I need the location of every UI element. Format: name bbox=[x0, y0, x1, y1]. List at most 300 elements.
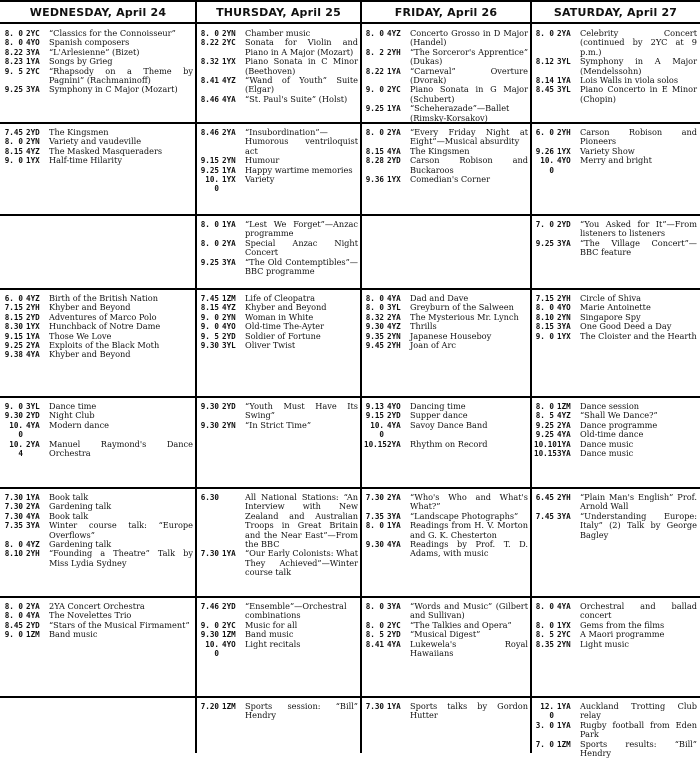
entry-programme: Khyber and Beyond bbox=[245, 302, 327, 313]
entry-time: 6. 0 bbox=[4, 294, 23, 303]
entry-time: 9.30 bbox=[4, 411, 23, 421]
schedule-cell-thursday bbox=[196, 397, 360, 487]
entry-station: 2YD bbox=[26, 411, 40, 421]
entry-station: 1ZM bbox=[222, 702, 236, 711]
entry-station: 1YX bbox=[557, 620, 571, 630]
entry-time: 9.15 bbox=[200, 156, 219, 166]
entry-programme: “You Asked for It”—From listeners to listeners bbox=[580, 219, 697, 239]
entry-time: 10. 0 bbox=[370, 420, 384, 440]
entry-programme: Dad and Dave bbox=[410, 293, 469, 303]
schedule-cell-thursday bbox=[196, 289, 360, 396]
entry-time: 9. 0 bbox=[4, 402, 23, 411]
entry-time: 7.20 bbox=[200, 702, 219, 711]
entry-programme: “The Old Contemptibles”—BBC programme bbox=[245, 256, 358, 277]
entry-station: 2YD bbox=[26, 128, 40, 137]
schedule-cell-wednesday bbox=[0, 123, 195, 214]
schedule-cell-friday bbox=[361, 697, 530, 752]
programme-entry bbox=[534, 721, 697, 740]
entry-programme: Night Club bbox=[49, 410, 95, 421]
programme-entry bbox=[534, 332, 697, 341]
entry-programme: “Scheherazade”—Ballet (Rimsky-Korsakov) bbox=[410, 103, 510, 123]
entry-time: 8. 0 bbox=[200, 29, 219, 38]
entry-time: 8.10 bbox=[4, 549, 23, 559]
entry-time: 8. 0 bbox=[365, 303, 384, 313]
entry-station: 2YC bbox=[557, 630, 571, 640]
entry-station: 2YH bbox=[557, 128, 571, 137]
entry-time: 8. 0 bbox=[535, 602, 554, 611]
entry-time: 10. 4 bbox=[9, 439, 23, 459]
entry-time: 9.25 bbox=[535, 430, 554, 440]
day-header-saturday: SATURDAY, April 27 bbox=[531, 0, 700, 24]
entry-time: 9.25 bbox=[535, 238, 554, 248]
entry-station: 4YZ bbox=[26, 540, 40, 550]
entry-station: 3YL bbox=[222, 341, 236, 351]
entry-time: 10. 0 bbox=[9, 420, 23, 440]
entry-time: 8. 0 bbox=[365, 294, 384, 303]
schedule-cell-saturday bbox=[531, 215, 699, 288]
entry-time: 7.46 bbox=[200, 602, 219, 611]
entry-programme: Rugby football from Eden Park bbox=[580, 719, 697, 740]
entry-time: 9.30 bbox=[200, 420, 219, 430]
programme-entry bbox=[199, 38, 358, 57]
programme-entry bbox=[199, 220, 358, 239]
entry-time: 9. 0 bbox=[365, 85, 384, 95]
entry-station: 1ZM bbox=[222, 630, 236, 640]
entry-programme: Light music bbox=[580, 638, 629, 649]
programme-entry bbox=[534, 602, 697, 621]
entry-programme: Thrills bbox=[410, 321, 437, 332]
entry-programme: Orchestral and ballad concert bbox=[580, 601, 697, 621]
schedule-cell-saturday bbox=[531, 397, 699, 487]
entry-station: 1YX bbox=[26, 156, 40, 166]
entry-station: 4YA bbox=[26, 611, 40, 621]
entry-time: 8.45 bbox=[4, 620, 23, 630]
entry-station: 4YZ bbox=[387, 322, 401, 332]
programme-entry bbox=[199, 95, 358, 104]
entry-programme: Those We Love bbox=[49, 330, 112, 341]
entry-time: 8. 0 bbox=[365, 602, 384, 611]
entry-station: 2YN bbox=[222, 420, 236, 430]
schedule-cell-thursday bbox=[196, 24, 360, 122]
entry-time: 8.28 bbox=[365, 156, 384, 166]
programme-entry bbox=[364, 540, 528, 559]
entry-time: 8.41 bbox=[365, 639, 384, 649]
entry-station: 2YA bbox=[26, 341, 40, 351]
entry-station: 2YD bbox=[26, 312, 40, 322]
entry-programme: Savoy Dance Band bbox=[410, 419, 488, 430]
entry-station: 2YH bbox=[26, 549, 40, 559]
entry-time: 6.45 bbox=[535, 493, 554, 502]
programme-entry bbox=[199, 421, 358, 430]
entry-station: 4YA bbox=[26, 420, 40, 430]
entry-station: 2YA bbox=[387, 439, 401, 449]
entry-programme: Oliver Twist bbox=[245, 340, 296, 351]
entry-programme: A Maori programme bbox=[580, 629, 665, 640]
entry-programme: Singapore Spy bbox=[580, 311, 641, 322]
entry-station: 4YO bbox=[26, 38, 40, 48]
programme-entry bbox=[364, 156, 528, 175]
entry-programme: Winter course talk: “Europe Overflows” bbox=[49, 520, 193, 540]
programme-entry bbox=[3, 402, 193, 411]
entry-programme: “Youth Must Have Its Swing” bbox=[245, 401, 358, 421]
entry-station: 4YA bbox=[387, 540, 401, 550]
entry-station: 2YA bbox=[26, 439, 40, 449]
entry-programme: Piano Sonata in C Minor (Beethoven) bbox=[245, 56, 358, 76]
entry-programme: Gardening talk bbox=[49, 501, 112, 512]
entry-time: 9. 0 bbox=[200, 312, 219, 322]
entry-programme: Soldier of Fortune bbox=[245, 330, 321, 341]
entry-time: 7.30 bbox=[365, 493, 384, 502]
programme-entry bbox=[534, 220, 697, 239]
entry-station: 4YZ bbox=[26, 294, 40, 303]
programme-entry bbox=[3, 156, 193, 165]
entry-station: 4YO bbox=[222, 322, 236, 332]
entry-time: 9.25 bbox=[535, 420, 554, 430]
entry-time: 8. 0 bbox=[4, 602, 23, 611]
programme-entry bbox=[199, 239, 358, 258]
entry-station: 2YA bbox=[26, 602, 40, 611]
entry-programme: Circle of Shiva bbox=[580, 293, 642, 303]
entry-programme: “Ensemble”—Orchestral combinations bbox=[245, 601, 347, 621]
entry-programme: Humour bbox=[245, 155, 280, 166]
entry-time: 8.14 bbox=[535, 76, 554, 86]
entry-time: 6.30 bbox=[200, 493, 219, 502]
entry-time: 12. 0 bbox=[540, 702, 554, 721]
entry-programme: Dance music bbox=[580, 448, 634, 459]
entry-programme: “Musical Digest” bbox=[410, 629, 481, 640]
entry-time: 8. 0 bbox=[4, 38, 23, 48]
entry-station: 1YX bbox=[222, 175, 236, 185]
entry-station: 3YA bbox=[387, 602, 401, 611]
entry-time: 8. 0 bbox=[535, 402, 554, 411]
entry-programme: One Good Deed a Day bbox=[580, 321, 672, 332]
entry-station: 3YA bbox=[222, 257, 236, 267]
entry-time: 7.35 bbox=[365, 511, 384, 521]
entry-programme: Dance programme bbox=[580, 419, 658, 430]
entry-programme: “The Village Concert”—BBC feature bbox=[580, 237, 697, 258]
entry-programme: “The Talkies and Opera” bbox=[410, 619, 512, 630]
entry-programme: “Founding a Theatre” Talk by Miss Lydia Sydney bbox=[49, 548, 193, 568]
programme-entry bbox=[199, 602, 358, 621]
entry-programme: “Understanding Europe: Italy” (2) Talk by George Bagley bbox=[580, 510, 697, 540]
entry-programme: Old-time dance bbox=[580, 429, 644, 440]
entry-station: 2YC bbox=[222, 620, 236, 630]
entry-station: 2YD bbox=[387, 630, 401, 640]
entry-station: 4YZ bbox=[26, 146, 40, 156]
programme-entry bbox=[199, 258, 358, 277]
entry-programme: Exploits of the Black Moth bbox=[49, 340, 160, 351]
entry-time: 8. 0 bbox=[4, 540, 23, 550]
day-header-wednesday: WEDNESDAY, April 24 bbox=[0, 0, 196, 24]
programme-entry bbox=[364, 493, 528, 512]
entry-station: 1YA bbox=[26, 331, 40, 341]
entry-time: 8. 0 bbox=[535, 620, 554, 630]
programme-entry bbox=[364, 421, 528, 440]
entry-station: 1YX bbox=[557, 331, 571, 341]
entry-programme: The Novelettes Trio bbox=[49, 610, 132, 621]
entry-programme: Songs by Grieg bbox=[49, 56, 113, 67]
entry-programme: “L'Arlesienne” (Bizet) bbox=[49, 46, 140, 57]
entry-time: 9.30 bbox=[365, 540, 384, 550]
entry-time: 8. 0 bbox=[4, 137, 23, 147]
entry-time: 7.45 bbox=[200, 294, 219, 303]
programme-entry bbox=[3, 85, 193, 94]
schedule-cell-wednesday bbox=[0, 397, 195, 487]
programme-entry bbox=[3, 421, 193, 440]
programme-entry bbox=[364, 128, 528, 147]
programme-entry bbox=[534, 156, 697, 175]
programme-entry bbox=[199, 549, 358, 577]
entry-station: 1YX bbox=[222, 57, 236, 67]
entry-time: 7.15 bbox=[4, 303, 23, 313]
entry-station: 4YA bbox=[387, 294, 401, 303]
programme-entry bbox=[364, 521, 528, 540]
entry-time: 9. 0 bbox=[200, 620, 219, 630]
entry-programme: “Landscape Photographs” bbox=[410, 510, 519, 521]
schedule-cell-friday bbox=[361, 215, 530, 288]
entry-station: 2YC bbox=[387, 85, 401, 95]
entry-programme: Woman in White bbox=[245, 311, 314, 322]
schedule-cell-friday bbox=[361, 24, 530, 122]
entry-programme: Lukewela's Royal Hawaiians bbox=[410, 638, 528, 659]
entry-time: 9.25 bbox=[4, 341, 23, 351]
entry-programme: The Kingsmen bbox=[410, 145, 470, 156]
entry-programme: Music for all bbox=[245, 619, 298, 630]
entry-time: 6. 0 bbox=[535, 128, 554, 137]
entry-time: 9.30 bbox=[200, 402, 219, 411]
entry-station: 4YA bbox=[387, 639, 401, 649]
schedule-cell-saturday bbox=[531, 488, 699, 596]
entry-station: 1ZM bbox=[222, 294, 236, 303]
entry-station: 2YD bbox=[26, 620, 40, 630]
entry-programme: The Masked Masqueraders bbox=[49, 145, 163, 156]
entry-time: 10. 0 bbox=[205, 175, 219, 194]
entry-station: 2YN bbox=[222, 156, 236, 166]
programme-entry bbox=[364, 175, 528, 184]
entry-programme: Auckland Trotting Club relay bbox=[580, 701, 697, 721]
entry-programme: Happy wartime memories bbox=[245, 164, 353, 175]
programme-entry bbox=[534, 740, 697, 758]
programme-entry bbox=[199, 640, 358, 659]
programme-entry bbox=[199, 166, 358, 175]
entry-programme: Comedian's Corner bbox=[410, 174, 491, 185]
programme-entry bbox=[364, 29, 528, 48]
programme-entry bbox=[364, 313, 528, 322]
entry-programme: Piano Sonata in G Major (Schubert) bbox=[410, 84, 528, 104]
programme-entry bbox=[199, 57, 358, 76]
entry-programme: Supper dance bbox=[410, 410, 468, 421]
entry-programme: Life of Cleopatra bbox=[245, 293, 315, 303]
entry-time: 8. 0 bbox=[535, 303, 554, 313]
entry-station: 1YA bbox=[387, 66, 401, 76]
entry-station: 2YH bbox=[387, 341, 401, 351]
entry-station: 2YA bbox=[26, 502, 40, 512]
entry-station: 3YL bbox=[26, 402, 40, 411]
entry-programme: The Cloister and the Hearth bbox=[580, 330, 697, 341]
entry-time: 8. 0 bbox=[4, 29, 23, 38]
entry-programme: Half-time Hilarity bbox=[49, 155, 122, 166]
entry-programme: Readings from H. V. Morton and G. K. Chesterton bbox=[410, 520, 528, 540]
schedule-cell-saturday bbox=[531, 24, 699, 122]
schedule-cell-friday bbox=[361, 397, 530, 487]
entry-time: 8.46 bbox=[200, 94, 219, 104]
entry-station: 2YD bbox=[222, 402, 236, 411]
entry-time: 8.15 bbox=[535, 322, 554, 332]
schedule-cell-wednesday bbox=[0, 24, 195, 122]
entry-programme: “Insubordination”—Humorous ventriloquist act bbox=[245, 127, 358, 156]
entry-programme: “Rhapsody on a Theme by Pagnini” (Rachmaninoff) bbox=[49, 65, 193, 86]
entry-time: 9. 0 bbox=[4, 630, 23, 640]
entry-station: 3YA bbox=[26, 47, 40, 57]
entry-programme: Rhythm on Record bbox=[410, 438, 488, 449]
entry-station: 4YO bbox=[557, 303, 571, 313]
schedule-cell-wednesday bbox=[0, 215, 195, 288]
entry-programme: “St. Paul's Suite” (Holst) bbox=[245, 93, 348, 104]
entry-programme: Khyber and Beyond bbox=[49, 302, 131, 313]
schedule-cell-saturday bbox=[531, 697, 699, 758]
day-header-friday: FRIDAY, April 26 bbox=[361, 0, 531, 24]
entry-programme: “Shall We Dance?” bbox=[580, 410, 658, 421]
entry-programme: Carson Robison and Pioneers bbox=[580, 127, 697, 147]
entry-programme: Variety Show bbox=[580, 145, 635, 156]
entry-programme: Chamber music bbox=[245, 28, 311, 38]
entry-time: 7.15 bbox=[535, 294, 554, 303]
entry-station: 2YC bbox=[387, 620, 401, 630]
entry-station: 1YX bbox=[387, 175, 401, 185]
entry-station: 2YH bbox=[26, 303, 40, 313]
entry-programme: Symphony in A Major (Mendelssohn) bbox=[580, 56, 697, 76]
schedule-cell-saturday bbox=[531, 289, 699, 396]
entry-station: 3YA bbox=[26, 521, 40, 531]
entry-time: 9.25 bbox=[200, 257, 219, 267]
entry-station: 2YD bbox=[557, 220, 571, 229]
day-header-thursday: THURSDAY, April 25 bbox=[196, 0, 361, 24]
entry-time: 8. 0 bbox=[365, 620, 384, 630]
entry-time: 9. 5 bbox=[4, 66, 23, 76]
entry-time: 9.25 bbox=[4, 85, 23, 95]
entry-station: 1ZM bbox=[26, 630, 40, 640]
entry-station: 1YX bbox=[557, 146, 571, 156]
entry-time: 8. 0 bbox=[200, 220, 219, 229]
entry-programme: All National Stations: “An Interview with New Zealand and Australian Troops in Great Britain and the Near East”—From the BBC bbox=[245, 492, 358, 550]
schedule-cell-friday bbox=[361, 123, 530, 214]
entry-programme: Celebrity Concert (continued by 2YC at 9 p.m.) bbox=[580, 28, 697, 57]
entry-time: 9. 0 bbox=[4, 156, 23, 166]
entry-time: 9.25 bbox=[365, 104, 384, 114]
entry-programme: Gardening talk bbox=[49, 539, 112, 550]
entry-station: 4YO bbox=[557, 156, 571, 166]
entry-time: 8.15 bbox=[200, 303, 219, 313]
programme-entry bbox=[3, 502, 193, 511]
entry-programme: Marie Antoinette bbox=[580, 302, 651, 313]
entry-station: 1YA bbox=[26, 493, 40, 502]
entry-time: 10. 0 bbox=[205, 639, 219, 659]
entry-time: 9.30 bbox=[200, 630, 219, 640]
entry-programme: Variety and vaudeville bbox=[49, 136, 142, 147]
entry-programme: Lois Walls in viola solos bbox=[580, 75, 679, 86]
schedule-cell-saturday bbox=[531, 123, 699, 214]
programme-entry bbox=[534, 512, 697, 540]
entry-programme: Band music bbox=[49, 629, 98, 640]
programme-entry bbox=[534, 128, 697, 147]
entry-programme: Concerto Grosso in D Major (Handel) bbox=[410, 28, 528, 48]
programme-entry bbox=[199, 128, 358, 156]
entry-programme: Modern dance bbox=[49, 419, 110, 430]
entry-programme: “Classics for the Connoisseur” bbox=[49, 28, 176, 38]
entry-programme: Dance music bbox=[580, 438, 634, 449]
entry-station: 2YA bbox=[557, 420, 571, 430]
entry-time: 8.15 bbox=[4, 312, 23, 322]
programme-entry bbox=[3, 621, 193, 630]
entry-station: 1YA bbox=[387, 521, 401, 531]
entry-station: 2YD bbox=[387, 411, 401, 421]
entry-station: 4YA bbox=[557, 430, 571, 440]
entry-time: 8.23 bbox=[4, 57, 23, 67]
entry-programme: Manuel Raymond's Dance Orchestra bbox=[49, 438, 193, 459]
entry-time: 8.45 bbox=[535, 85, 554, 95]
entry-time: 8. 2 bbox=[365, 47, 384, 57]
entry-station: 2YA bbox=[387, 493, 401, 502]
entry-programme: Greyburn of the Salween bbox=[410, 302, 514, 313]
entry-time: 9.15 bbox=[4, 331, 23, 341]
entry-programme: Adventures of Marco Polo bbox=[49, 311, 157, 322]
entry-time: 9.25 bbox=[200, 165, 219, 175]
entry-time: 7.30 bbox=[4, 502, 23, 512]
schedule-cell-wednesday bbox=[0, 488, 195, 596]
entry-programme: “Carneval” Overture (Dvorak) bbox=[410, 65, 528, 86]
entry-time: 8.12 bbox=[535, 57, 554, 67]
entry-time: 7.45 bbox=[4, 128, 23, 137]
programme-entry bbox=[364, 67, 528, 86]
programme-entry bbox=[364, 440, 528, 449]
entry-programme: “Wand of Youth” Suite (Elgar) bbox=[245, 75, 358, 95]
entry-time: 3. 0 bbox=[535, 720, 554, 730]
entry-programme: “The Sorceror's Apprentice” (Dukas) bbox=[410, 46, 529, 67]
entry-station: 2YC bbox=[222, 38, 236, 48]
entry-station: 4YO bbox=[387, 402, 401, 411]
entry-programme: “In Strict Time” bbox=[245, 419, 312, 430]
entry-time: 8. 5 bbox=[535, 411, 554, 421]
entry-programme: 2YA Concert Orchestra bbox=[49, 601, 145, 611]
entry-time: 7.45 bbox=[535, 511, 554, 521]
programme-entry bbox=[364, 104, 528, 123]
entry-time: 10. 0 bbox=[540, 156, 554, 175]
entry-time: 10.10 bbox=[534, 439, 557, 449]
entry-station: 2YH bbox=[557, 493, 571, 502]
entry-station: 2YH bbox=[557, 294, 571, 303]
entry-programme: Hunchback of Notre Dame bbox=[49, 321, 161, 332]
entry-time: 8. 0 bbox=[4, 611, 23, 621]
programme-entry bbox=[534, 640, 697, 649]
entry-time: 9.30 bbox=[365, 322, 384, 332]
entry-station: 2YN bbox=[222, 29, 236, 38]
entry-station: 1YA bbox=[557, 702, 571, 711]
entry-time: 9.26 bbox=[535, 146, 554, 156]
entry-station: 4YA bbox=[222, 94, 236, 104]
entry-programme: Readings by Prof. T. D. Adams, with music bbox=[410, 539, 528, 559]
entry-station: 2YN bbox=[26, 137, 40, 147]
entry-time: 9.15 bbox=[365, 411, 384, 421]
entry-station: 1YA bbox=[557, 439, 571, 449]
entry-programme: Gems from the films bbox=[580, 619, 665, 630]
programme-entry bbox=[364, 640, 528, 659]
entry-time: 8.41 bbox=[200, 76, 219, 86]
entry-time: 7.30 bbox=[4, 493, 23, 502]
entry-time: 9.35 bbox=[365, 331, 384, 341]
entry-programme: Old-time The-Ayter bbox=[245, 321, 325, 332]
entry-station: 2YH bbox=[387, 47, 401, 57]
entry-time: 8. 0 bbox=[365, 128, 384, 137]
